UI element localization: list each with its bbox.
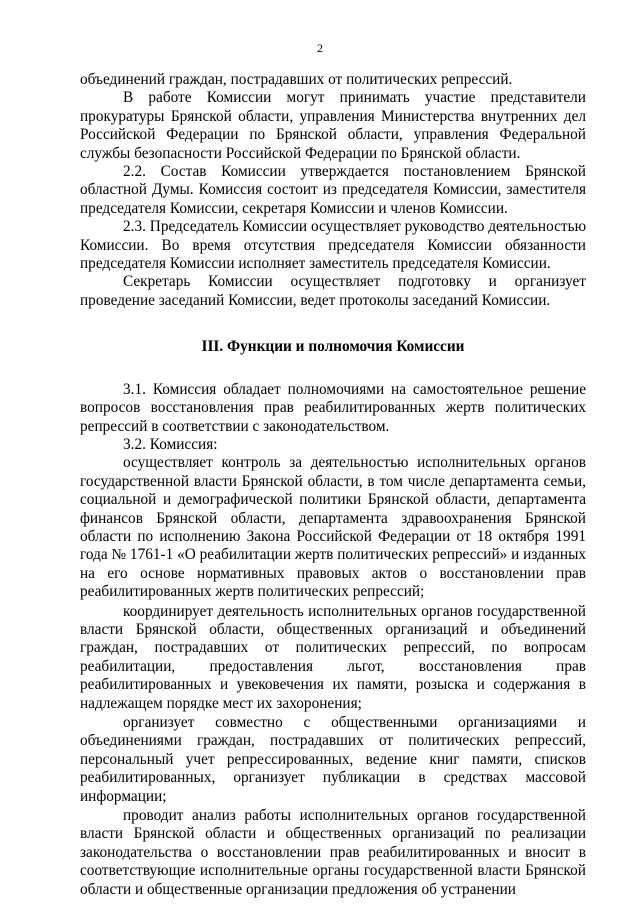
paragraph: 3.2. Комиссия: <box>123 435 218 453</box>
document-body <box>80 71 586 899</box>
paragraph: 2.3. Председатель Комиссии осуществляет руководство деятельностью Комиссии. Во время отсутствия председателя Комиссии обязанности председателя Комиссии исполняет заместитель председателя Комиссии. <box>80 218 586 273</box>
paragraph: В работе Комиссии могут принимать участие представители прокуратуры Брянской области, управления Министерства внутренних дел Российской Федерации по Брянской области, управления Федеральной службы безопасности Российской Федерации по Брянской области. <box>80 89 586 162</box>
list-item: осуществляет контроль за деятельностью исполнительных органов государственной власти Брянской области, в том числе департамента семьи, социальной и демографической политики Брянской области, департамента финансов Брянской области, департамента здравоохранения Брянской области по исполнению Закона Российской Федерации от 18 октября 1991 года № 1761-1 «О реабилитации жертв политических репрессий» и изданных на его основе нормативных правовых актов о восстановлении прав реабилитированных жертв политических репрессий; <box>80 454 586 601</box>
list-item: организует совместно с общественными организациями и объединениями граждан, пострадавших от политических репрессий, персональный учет репрессированных, ведение книг памяти, списков реабилитированных, организует публикации в средствах массовой информации; <box>80 714 586 805</box>
list-item: проводит анализ работы исполнительных органов государственной власти Брянской области и общественных организаций по реализации законодательства о восстановлении прав реабилитированных и вносит в соответствующие исполнительные органы государственной власти Брянской области и общественные организации предложения об устранении <box>80 807 586 898</box>
paragraph: Секретарь Комиссии осуществляет подготовку и организует проведение заседаний Комиссии, ведет протоколы заседаний Комиссии. <box>80 273 586 309</box>
list-item: координирует деятельность исполнительных органов государственной власти Брянской области, общественных организаций и объединений граждан, пострадавших от политических репрессий, по вопросам реабилитации, предоставления льгот, восстановления прав реабилитированных и увековечения их памяти, розыска и содержания в надлежащем порядке мест их захоронения; <box>80 602 586 712</box>
paragraph: объединений граждан, пострадавших от политических репрессий. <box>80 71 513 88</box>
paragraph: 3.1. Комиссия обладает полномочиями на самостоятельное решение вопросов восстановления прав реабилитированных жертв политических репрессий в соответствии с законодательством. <box>80 380 586 435</box>
paragraph: 2.2. Состав Комиссии утверждается постановлением Брянской областной Думы. Комиссия состоит из председателя Комиссии, заместителя председателя Комиссии, секретаря Комиссии и членов Комиссии. <box>80 163 586 217</box>
page-number: 2 <box>317 41 323 55</box>
section-heading: III. Функции и полномочия Комиссии <box>201 338 465 356</box>
